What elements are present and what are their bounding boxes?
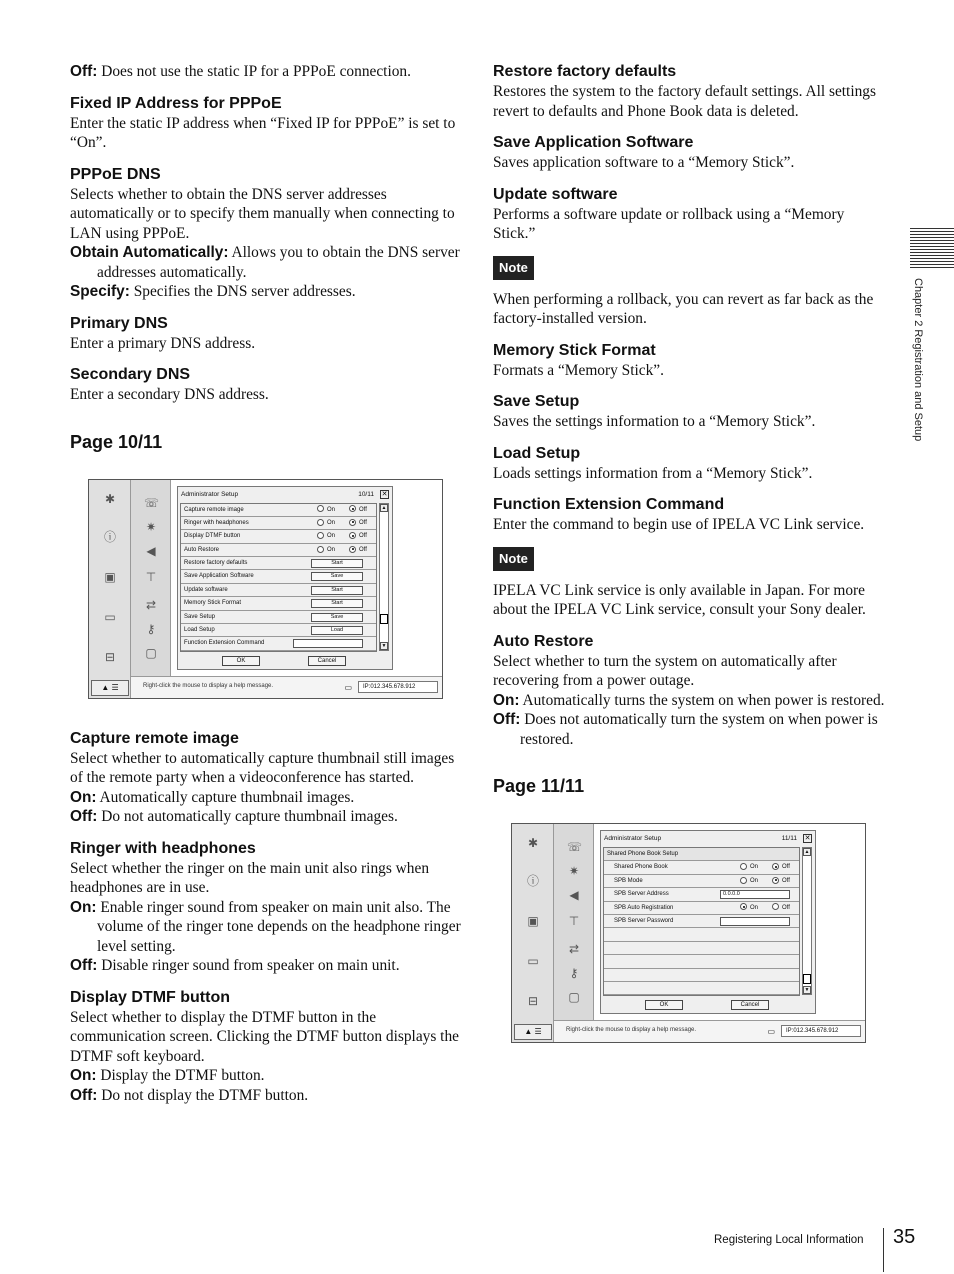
ip-address: IP:012.345.678.912 [358, 681, 438, 693]
auto-restore-off: Off: Does not automatically turn the system on when power is restored. [493, 711, 878, 748]
row-label: Display DTMF button [184, 533, 241, 540]
connection-icon[interactable]: ⇄ [145, 597, 157, 612]
row-action-button[interactable]: Start [311, 586, 363, 595]
on-off-radio-group [740, 902, 790, 915]
close-icon[interactable]: ✕ [804, 835, 811, 842]
heading-auto-restore: Auto Restore [493, 632, 594, 650]
screenshot-page-11 [511, 823, 866, 1043]
row-action-button[interactable]: Save [311, 613, 363, 622]
text-auto-restore: Select whether to turn the system on automatically after recovering from a power outage. [493, 652, 837, 689]
row-label: Auto Restore [184, 546, 220, 553]
row-text-input[interactable] [293, 639, 363, 648]
settings-row [181, 611, 376, 624]
settings-row [604, 888, 799, 901]
radio-on[interactable] [740, 863, 747, 870]
row-label: Shared Phone Book Setup [607, 851, 679, 857]
right-column [493, 62, 885, 1043]
row-action-button[interactable]: Start [311, 559, 363, 568]
row-label: SPB Server Address [614, 891, 669, 898]
page-heading-10: Page 10/11 [70, 431, 163, 452]
network-icon[interactable]: ⊤ [145, 569, 157, 584]
settings-row [181, 517, 376, 530]
ok-button[interactable]: OK [222, 656, 260, 666]
radio-on-label: On [750, 864, 759, 871]
row-label: Capture remote image [184, 506, 244, 513]
row-label: Save Application Software [184, 573, 254, 580]
toolbox-icon: ⊟ [527, 994, 539, 1008]
row-label: Ringer with headphones [184, 519, 249, 526]
menu-toggle-button[interactable]: ▲ ☰ [514, 1024, 552, 1040]
settings-row [604, 902, 799, 915]
heading-secondary-dns: Secondary DNS [70, 366, 191, 383]
radio-off[interactable] [349, 519, 356, 526]
settings-row [181, 570, 376, 583]
row-label: Function Extension Command [184, 640, 265, 647]
dialog-title: Administrator Setup [181, 490, 239, 498]
row-label: Restore factory defaults [184, 560, 248, 567]
status-bar [554, 1020, 865, 1042]
radio-off-label: Off [359, 546, 367, 553]
gear-icon[interactable]: ✷ [568, 864, 580, 878]
keyboard-icon: ▭ [527, 954, 539, 968]
settings-list [603, 847, 800, 996]
settings-row [181, 504, 376, 517]
network-icon[interactable]: ⊤ [568, 914, 580, 928]
settings-list [180, 503, 377, 652]
radio-on[interactable] [317, 519, 324, 526]
note-text-1: When performing a rollback, you can revert as far back as the factory-installed version. [493, 290, 874, 327]
status-bar [131, 676, 442, 698]
scroll-up-icon[interactable]: ▲ [804, 849, 810, 855]
text-update: Performs a software update or rollback using a “Memory Stick.” [493, 205, 845, 242]
scrollbar[interactable] [379, 503, 389, 651]
radio-on[interactable] [740, 877, 747, 884]
dialog-title: Administrator Setup [604, 835, 662, 842]
radio-off-label: Off [782, 864, 790, 871]
heading-func-ext: Function Extension Command [493, 496, 725, 513]
radio-off[interactable] [772, 877, 779, 884]
heading-pppoe-dns: PPPoE DNS [70, 165, 161, 183]
row-text-input[interactable]: 0.0.0.0 [720, 890, 790, 899]
key-icon[interactable]: ⚷ [569, 966, 579, 980]
settings-row [181, 584, 376, 597]
ok-button[interactable]: OK [645, 1000, 683, 1010]
display-icon[interactable]: ▢ [145, 645, 157, 660]
screenshot-page-10 [88, 479, 443, 699]
row-action-button[interactable]: Load [311, 626, 363, 635]
camera-icon: ✱ [104, 491, 116, 506]
heading-primary-dns: Primary DNS [70, 314, 168, 332]
setup-category-bar [131, 480, 171, 676]
ringer-off: Off: Disable ringer sound from speaker on main unit. [70, 957, 400, 974]
speaker-icon[interactable]: ◀ [146, 543, 156, 558]
text-save-app: Saves application software to a “Memory Stick”. [493, 154, 795, 171]
heading-restore: Restore factory defaults [493, 63, 677, 80]
dtmf-on: On: Display the DTMF button. [70, 1067, 265, 1084]
settings-row [604, 955, 799, 968]
radio-on[interactable] [740, 903, 747, 910]
scroll-up-icon[interactable]: ▲ [381, 504, 387, 511]
radio-off[interactable] [349, 532, 356, 539]
radio-off-label: Off [782, 877, 790, 884]
settings-row [181, 544, 376, 557]
heading-ringer: Ringer with headphones [70, 839, 256, 857]
on-off-radio-group [740, 875, 790, 888]
info-icon: ⓘ [526, 874, 539, 888]
phonebook-icon: ▣ [527, 914, 539, 928]
chapter-tab-stripes [910, 228, 954, 270]
row-label: SPB Server Password [614, 917, 674, 924]
left-nav-bar [512, 824, 554, 1042]
text-func-ext: Enter the command to begin use of IPELA VC Link service. [493, 516, 865, 533]
heading-dtmf: Display DTMF button [70, 988, 230, 1006]
heading-fixed-ip: Fixed IP Address for PPPoE [70, 94, 282, 112]
on-off-radio-group [740, 861, 790, 874]
chapter-tab [912, 278, 926, 458]
radio-on-label: On [750, 877, 759, 884]
heading-ms-format: Memory Stick Format [493, 341, 656, 359]
page-heading-11: Page 11/11 [493, 776, 585, 796]
key-icon[interactable]: ⚷ [146, 621, 156, 636]
note-badge-1: Note [493, 256, 534, 280]
cancel-button[interactable]: Cancel [308, 656, 346, 666]
network-status-icon: ▭ [344, 682, 352, 692]
chapter-tab-label: Chapter 2 Registration and Setup [912, 278, 924, 442]
text-dtmf: Select whether to display the DTMF button in the communication screen. Clicking the DTMF button displays the DTMF soft keyboard. [70, 1008, 459, 1065]
dtmf-off: Off: Do not display the DTMF button. [70, 1086, 309, 1104]
note-text-2: IPELA VC Link service is only available in Japan. For more about the IPELA VC Link service, consult your Sony dealer. [493, 581, 866, 618]
heading-save-app: Save Application Software [493, 134, 694, 151]
scroll-down-icon[interactable]: ▼ [804, 987, 810, 993]
off-option: Off: Does not use the static IP for a PPPoE connection. [70, 63, 411, 80]
radio-on-label: On [327, 546, 336, 553]
option-obtain-auto: Obtain Automatically: Allows you to obtain the DNS server addresses automatically. [70, 244, 460, 281]
heading-capture: Capture remote image [70, 729, 239, 747]
text-primary-dns: Enter a primary DNS address. [70, 334, 256, 352]
note-badge-2: Note [493, 547, 534, 571]
settings-row [604, 982, 799, 995]
settings-row [181, 597, 376, 610]
heading-load-setup: Load Setup [493, 444, 581, 462]
toolbox-icon: ⊟ [104, 649, 116, 664]
auto-restore-on: On: Automatically turns the system on when power is restored. [493, 691, 885, 709]
on-off-radio-group [317, 517, 367, 530]
row-label: Shared Phone Book [614, 864, 668, 871]
row-text-input[interactable] [720, 917, 790, 926]
row-label: Memory Stick Format [184, 600, 242, 607]
radio-off[interactable] [772, 903, 779, 910]
settings-row [604, 969, 799, 982]
setup-category-bar [554, 824, 594, 1020]
settings-row [604, 861, 799, 874]
left-column [70, 62, 465, 1105]
admin-setup-dialog [600, 830, 816, 1014]
close-icon[interactable]: ✕ [381, 490, 388, 498]
left-nav-bar [89, 480, 131, 698]
phone-icon[interactable]: ☏ [567, 840, 583, 854]
heading-save-setup: Save Setup [493, 393, 580, 410]
row-action-button[interactable]: Start [311, 599, 363, 608]
network-status-icon: ▭ [767, 1027, 775, 1036]
page-number: 35 [893, 1226, 916, 1248]
radio-off-label: Off [359, 519, 367, 526]
heading-update: Update software [493, 185, 618, 203]
text-ringer: Select whether the ringer on the main unit also rings when headphones are in use. [70, 859, 430, 896]
ip-address: IP:012.345.678.912 [781, 1025, 861, 1037]
text-secondary-dns: Enter a secondary DNS address. [70, 386, 269, 403]
settings-row [604, 928, 799, 941]
row-label: Load Setup [184, 627, 215, 634]
text-load-setup: Loads settings information from a “Memory Stick”. [493, 464, 813, 482]
radio-on[interactable] [317, 532, 324, 539]
radio-off[interactable] [349, 505, 356, 512]
row-action-button[interactable]: Save [311, 572, 363, 581]
row-label: SPB Auto Registration [614, 904, 674, 911]
admin-setup-dialog [177, 486, 393, 670]
settings-row [604, 875, 799, 888]
footer-divider [883, 1228, 884, 1272]
camera-icon: ✱ [527, 836, 539, 850]
text-pppoe-dns: Selects whether to obtain the DNS server addresses automatically or to specify them manually when connecting to LAN using PPPoE. [70, 185, 455, 242]
display-icon[interactable]: ▢ [568, 990, 580, 1004]
text-fixed-ip: Enter the static IP address when “Fixed IP for PPPoE” is set to “On”. [70, 114, 456, 151]
radio-on-label: On [327, 506, 336, 513]
scroll-down-icon[interactable]: ▼ [381, 642, 387, 649]
on-off-radio-group [317, 530, 367, 543]
text-capture: Select whether to automatically capture thumbnail still images of the remote party when a videoconference has started. [70, 749, 455, 786]
phonebook-icon: ▣ [104, 569, 116, 584]
dialog-page-indicator: 11/11 [781, 835, 797, 842]
menu-toggle-button[interactable]: ▲ ☰ [91, 680, 129, 696]
radio-on[interactable] [317, 546, 324, 553]
row-label: Update software [184, 586, 228, 593]
settings-row [181, 637, 376, 650]
phone-icon[interactable]: ☏ [144, 495, 160, 510]
scroll-thumb[interactable] [803, 974, 811, 984]
ringer-on: On: Enable ringer sound from speaker on main unit also. The volume of the ringer tone depends on the headphone ringer level setting. [70, 898, 461, 955]
capture-off: Off: Do not automatically capture thumbnail images. [70, 808, 398, 825]
keyboard-icon: ▭ [104, 609, 116, 624]
radio-on-label: On [750, 904, 759, 911]
on-off-radio-group [317, 544, 367, 557]
connection-icon[interactable]: ⇄ [568, 942, 580, 956]
settings-row [181, 557, 376, 570]
radio-on-label: On [327, 533, 336, 540]
row-label: Save Setup [184, 613, 216, 620]
radio-on-label: On [327, 519, 336, 526]
settings-row [181, 530, 376, 543]
settings-row [604, 848, 799, 861]
dialog-page-indicator: 10/11 [358, 490, 374, 498]
gear-icon[interactable]: ✷ [145, 519, 157, 534]
row-label: SPB Mode [614, 877, 643, 884]
scrollbar[interactable] [802, 847, 812, 995]
cancel-button[interactable]: Cancel [731, 1000, 769, 1010]
info-icon: ⓘ [103, 529, 116, 544]
text-restore: Restores the system to the factory default settings. All settings revert to defaults and Phone Book data is deleted. [493, 83, 876, 120]
on-off-radio-group [317, 504, 367, 517]
radio-off-label: Off [782, 904, 790, 911]
option-specify: Specify: Specifies the DNS server addresses. [70, 283, 356, 300]
help-message: Right-click the mouse to display a help message. [566, 1027, 697, 1033]
settings-row [604, 915, 799, 928]
help-message: Right-click the mouse to display a help message. [143, 682, 274, 689]
footer-section: Registering Local Information [714, 1234, 864, 1246]
radio-off[interactable] [349, 546, 356, 553]
radio-off[interactable] [772, 863, 779, 870]
settings-row [181, 624, 376, 637]
capture-on: On: Automatically capture thumbnail images. [70, 788, 355, 806]
radio-off-label: Off [359, 533, 367, 540]
radio-on[interactable] [317, 505, 324, 512]
speaker-icon[interactable]: ◀ [569, 888, 579, 902]
settings-row [604, 942, 799, 955]
text-ms-format: Formats a “Memory Stick”. [493, 361, 664, 379]
scroll-thumb[interactable] [380, 614, 388, 624]
radio-off-label: Off [359, 506, 367, 513]
text-save-setup: Saves the settings information to a “Memory Stick”. [493, 413, 816, 430]
